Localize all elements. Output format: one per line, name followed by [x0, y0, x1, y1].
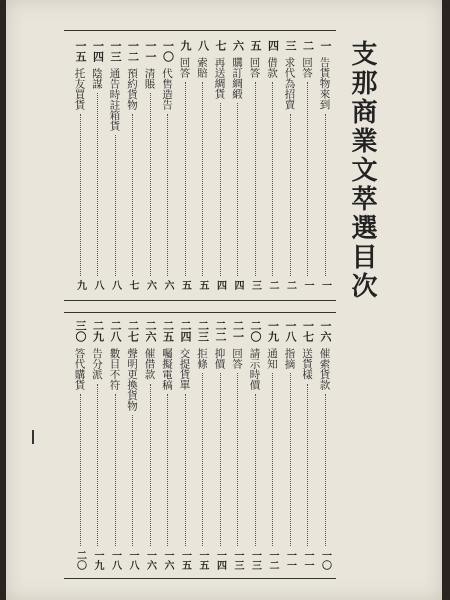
toc-entry-page: 二	[267, 280, 278, 290]
toc-entry-number: 一	[319, 40, 332, 51]
toc-entry-title: 通知	[266, 348, 278, 369]
toc-entry	[246, 40, 264, 290]
toc-leader-dots	[202, 82, 203, 276]
toc-entry-title: 告貨物來到	[318, 57, 331, 110]
toc-entry-page: 四	[214, 280, 226, 290]
toc-leader-dots	[325, 394, 326, 546]
toc-entry-title: 求代為招賣	[283, 57, 296, 110]
toc-leader-dots	[115, 394, 116, 546]
toc-entry-page: 一一	[302, 550, 313, 570]
toc-entry-title: 預約貨物	[126, 68, 138, 110]
toc-entry-title: 送貨樣	[301, 348, 313, 380]
toc-entry-title: 抑價	[213, 348, 226, 369]
toc-entry-number: 二六	[144, 320, 157, 342]
toc-entry	[281, 40, 299, 290]
toc-entry	[229, 320, 247, 570]
toc-entry-title: 告分派	[91, 348, 103, 380]
toc-entry-title: 交提貨單	[178, 348, 191, 390]
toc-entry-number: 二五	[161, 320, 175, 342]
toc-leader-dots	[272, 82, 273, 276]
toc-entry	[264, 320, 282, 570]
toc-entry	[176, 40, 194, 290]
toc-leader-dots	[237, 103, 238, 276]
toc-leader-dots	[132, 114, 133, 276]
toc-leader-dots	[272, 373, 273, 546]
toc-entry-number: 六	[231, 40, 245, 51]
toc-entry-number: 三	[284, 40, 297, 51]
toc-entry-number: 二七	[126, 320, 140, 342]
toc-leader-dots	[167, 394, 168, 546]
toc-entry-page: 一六	[162, 550, 173, 570]
toc-entry-page: 八	[92, 280, 103, 290]
toc-entry-page: 九	[74, 280, 86, 290]
toc-entry-title: 清賬	[143, 68, 156, 89]
toc-entry-page: 二	[284, 280, 296, 290]
page-title: 支那商業文萃選目次	[347, 40, 377, 301]
toc-entry-number: 一四	[91, 40, 105, 62]
toc-entry-number: 一〇	[161, 40, 175, 62]
toc-entry	[141, 40, 159, 290]
toc-entry	[246, 320, 264, 570]
toc-entry-page: 七	[127, 280, 138, 290]
toc-entry-number: 一三	[109, 40, 122, 62]
toc-entry-page: 一六	[144, 550, 156, 570]
toc-entry-number: 一二	[126, 40, 140, 62]
toc-leader-dots	[97, 384, 98, 547]
toc-entry-page: 一〇	[319, 550, 331, 570]
toc-entry	[124, 320, 142, 570]
toc-entry-number: 一五	[74, 40, 87, 62]
toc-entry	[229, 40, 247, 290]
toc-entry-title: 索賠	[196, 57, 208, 78]
toc-entry	[299, 320, 317, 570]
toc-entry-number: 二九	[91, 320, 105, 342]
toc-entry-title: 代售造告	[161, 68, 173, 110]
toc-entry-page: 一	[302, 280, 313, 290]
toc-entry	[71, 320, 89, 570]
margin-mark	[32, 430, 34, 444]
toc-entry-page: 八	[109, 280, 121, 290]
toc-entry-title: 回答	[178, 57, 191, 78]
toc-entry-title: 購訂綢緞	[231, 57, 243, 99]
toc-entry-title: 借款	[266, 57, 278, 78]
toc-entry-title: 回答	[248, 57, 261, 78]
toc-entry-title: 托友買貨	[73, 68, 86, 110]
toc-entry-title: 指摘	[283, 348, 296, 369]
toc-entry-number: 二八	[109, 320, 122, 342]
toc-entry-number: 一七	[301, 320, 315, 342]
toc-entry-title: 數目不符	[108, 348, 121, 390]
toc-entry-number: 一八	[284, 320, 297, 342]
toc-entry-page: 四	[232, 280, 243, 290]
toc-leader-dots	[220, 103, 221, 276]
toc-entry-title: 再送綢貨	[213, 57, 226, 99]
toc-entry-page: 五	[179, 280, 191, 290]
toc-entry-title: 催索貨款	[318, 348, 331, 390]
toc-entry-page: 一二	[267, 550, 278, 570]
toc-entry-title: 囑擬電稿	[161, 348, 173, 390]
toc-entry-page: 三	[249, 280, 261, 290]
toc-entry-page: 二〇	[74, 550, 86, 570]
toc-entry-page: 一五	[179, 550, 191, 570]
toc-leader-dots	[150, 384, 151, 547]
lower-top-rule	[64, 312, 336, 313]
toc-leader-dots	[290, 114, 291, 277]
toc-entry-number: 二二	[214, 320, 227, 342]
toc-entry	[316, 320, 334, 570]
toc-entry	[299, 40, 317, 290]
toc-leader-dots	[290, 373, 291, 546]
toc-leader-dots	[97, 93, 98, 276]
toc-entry	[176, 320, 194, 570]
toc-entry-number: 二三	[196, 320, 210, 342]
toc-leader-dots	[307, 384, 308, 547]
toc-entry-number: 三〇	[74, 320, 87, 342]
toc-entry-number: 一一	[144, 40, 157, 62]
toc-entry-number: 九	[179, 40, 192, 51]
toc-entry-title: 聲明更換貨物	[126, 348, 138, 411]
toc-entry-number: 二〇	[249, 320, 262, 342]
toc-entry	[211, 40, 229, 290]
toc-entry-number: 七	[214, 40, 227, 51]
book-page	[6, 0, 442, 600]
toc-entry-title: 回答	[301, 57, 313, 78]
toc-entry	[124, 40, 142, 290]
toc-leader-dots	[255, 394, 256, 546]
lower-bottom-rule	[64, 578, 336, 579]
toc-entry-number: 一六	[319, 320, 332, 342]
toc-entry-page: 一三	[232, 550, 243, 570]
toc-entry-page: 一九	[92, 550, 103, 570]
toc-entry-title: 通告時註箱貨	[108, 68, 121, 131]
toc-entry	[106, 320, 124, 570]
toc-entry	[281, 320, 299, 570]
toc-entry-number: 四	[266, 40, 280, 51]
toc-entry-page: 一五	[197, 550, 208, 570]
toc-entry-page: 一	[319, 280, 331, 290]
toc-leader-dots	[185, 394, 186, 546]
toc-leader-dots	[185, 82, 186, 276]
toc-entry	[194, 320, 212, 570]
toc-entry	[141, 320, 159, 570]
toc-entry	[264, 40, 282, 290]
toc-entry	[71, 40, 89, 290]
toc-entry	[159, 40, 177, 290]
toc-entry-page: 六	[144, 280, 156, 290]
toc-entry-page: 六	[162, 280, 173, 290]
toc-entry-number: 二四	[179, 320, 192, 342]
toc-entry-page: 一八	[127, 550, 138, 570]
toc-entry	[316, 40, 334, 290]
toc-leader-dots	[115, 135, 116, 276]
toc-entry-title: 請示時價	[248, 348, 261, 390]
toc-entry	[211, 320, 229, 570]
toc-entry-page: 一四	[214, 550, 226, 570]
toc-entry-number: 二一	[231, 320, 245, 342]
toc-entry-title: 回答	[231, 348, 243, 369]
toc-leader-dots	[150, 93, 151, 276]
toc-entry-number: 八	[196, 40, 210, 51]
toc-leader-dots	[255, 82, 256, 276]
upper-top-rule	[64, 30, 336, 31]
toc-leader-dots	[167, 114, 168, 276]
toc-entry-page: 一一	[284, 550, 296, 570]
toc-leader-dots	[220, 373, 221, 546]
upper-bottom-rule	[64, 300, 336, 301]
toc-entry-page: 一八	[109, 550, 121, 570]
toc-leader-dots	[307, 82, 308, 276]
toc-entry	[194, 40, 212, 290]
toc-entry-title: 催借款	[143, 348, 156, 380]
toc-leader-dots	[80, 114, 81, 276]
toc-entry-page: 一三	[249, 550, 261, 570]
toc-entry	[89, 320, 107, 570]
toc-leader-dots	[325, 114, 326, 277]
toc-entry-number: 一九	[266, 320, 280, 342]
toc-leader-dots	[80, 394, 81, 546]
toc-entry-page: 五	[197, 280, 208, 290]
toc-entry-number: 五	[249, 40, 262, 51]
toc-entry	[106, 40, 124, 290]
toc-entry-title: 拒條	[196, 348, 208, 369]
toc-leader-dots	[132, 415, 133, 546]
toc-leader-dots	[237, 373, 238, 546]
toc-entry-title: 陰謀	[91, 68, 103, 89]
toc-entry-title: 答代購貨	[73, 348, 86, 390]
toc-entry-number: 二	[301, 40, 315, 51]
toc-entry	[89, 40, 107, 290]
toc-entry	[159, 320, 177, 570]
toc-leader-dots	[202, 373, 203, 546]
